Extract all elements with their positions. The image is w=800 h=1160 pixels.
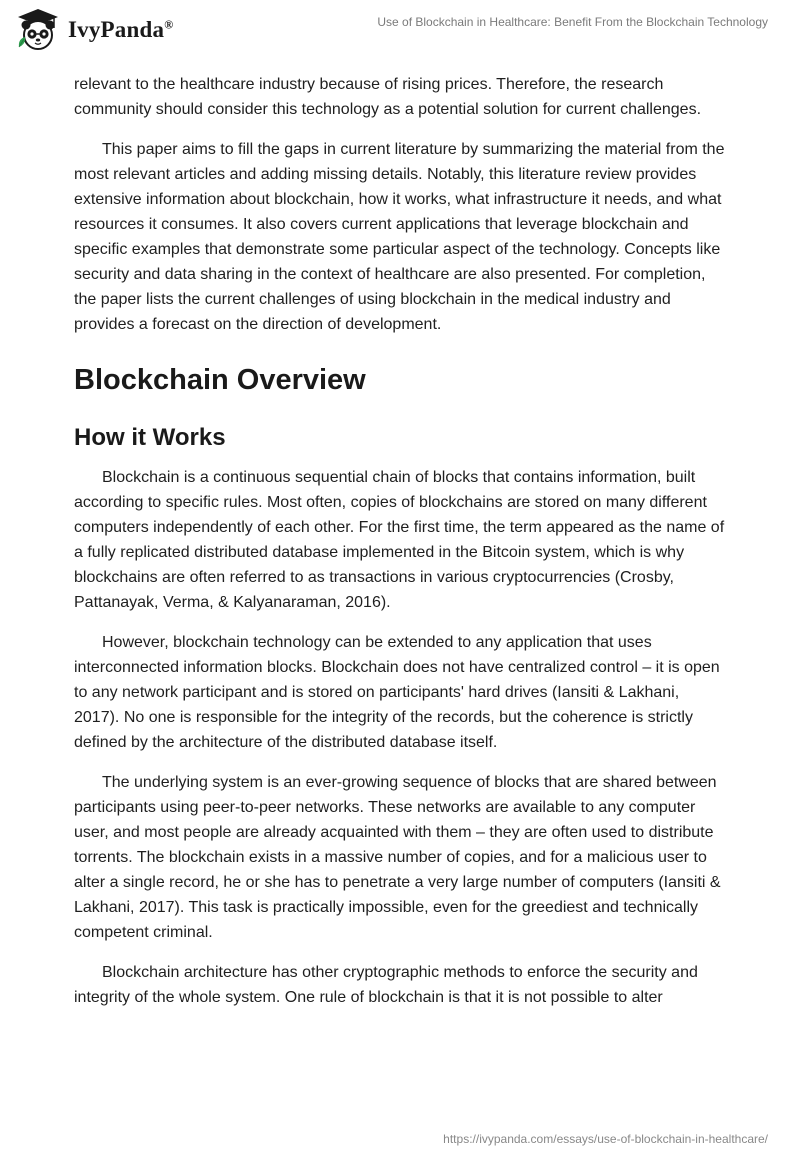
registered-mark: ®	[164, 17, 174, 32]
paragraph-paper-aims: This paper aims to fill the gaps in current literature by summarizing the material from the most relevant articles and adding missing details. Notably, this literature review provides extensive information about blockchain, how it works, what infrastructure it needs, and what resources it consumes. It also covers current applications that leverage blockchain and specific examples that demonstrate some particular aspect of the technology. Concepts like security and data sharing in the context of healthcare are also presented. For completion, the paper lists the current challenges of using blockchain in the medical industry and provides a forecast on the direction of development.	[74, 141, 725, 333]
source-url[interactable]: https://ivypanda.com/essays/use-of-blockchain-in-healthcare/	[443, 1132, 768, 1146]
subsection-heading: How it Works	[74, 424, 226, 451]
brand-name: IvyPanda®	[68, 17, 174, 42]
section-heading: Blockchain Overview	[74, 364, 366, 396]
document-title: Use of Blockchain in Healthcare: Benefit From the Blockchain Technology	[377, 15, 768, 29]
paragraph-intro-end: relevant to the healthcare industry because of rising prices. Therefore, the research community should consider this technology as a potential solution for current challenges.	[74, 76, 702, 118]
panda-mascot-icon	[14, 6, 62, 54]
paragraph-cryptography: Blockchain architecture has other cryptographic methods to enforce the security and integrity of the whole system. One rule of blockchain is that it is not possible to alter	[74, 964, 698, 1006]
page-header	[0, 0, 800, 70]
paragraph-definition: Blockchain is a continuous sequential chain of blocks that contains information, built according to specific rules. Most often, copies of blockchains are stored on many different computers independently of each other. For the first time, the term appeared as the name of a fully replicated distributed database implemented in the Bitcoin system, which is why blockchains are often referred to as transactions in various cryptocurrencies (Crosby, Pattanayak, Verma, & Kalyanaraman, 2016).	[74, 469, 725, 611]
paragraph-decentralized: However, blockchain technology can be extended to any application that uses interconnected information blocks. Blockchain does not have centralized control – it is open to any network participant and is stored on participants' hard drives (Iansiti & Lakhani, 2017). No one is responsible for the integrity of the records, but the coherence is strictly defined by the architecture of the distributed database itself.	[74, 634, 720, 751]
ivypanda-logo[interactable]	[14, 6, 173, 54]
paragraph-peer-to-peer: The underlying system is an ever-growing sequence of blocks that are shared between participants using peer-to-peer networks. These networks are available to any computer user, and most people are already acquainted with them – they are often used to distribute torrents. The blockchain exists in a massive number of copies, and for a malicious user to alter a single record, he or she has to penetrate a very large number of computers (Iansiti & Lakhani, 2017). This task is practically impossible, even for the greediest and technically competent criminal.	[74, 774, 721, 941]
essay-body	[74, 72, 726, 1025]
